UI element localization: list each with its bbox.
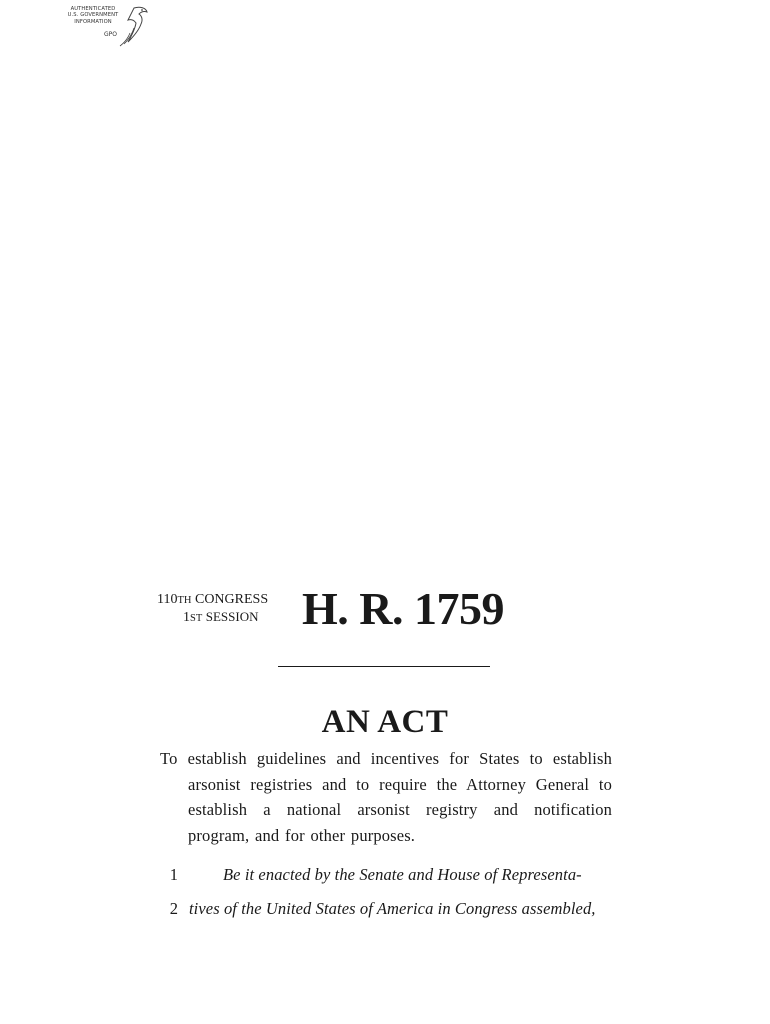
session-number: 1 xyxy=(183,610,190,625)
congress-suffix: TH xyxy=(177,595,192,606)
line-number: 2 xyxy=(169,899,178,918)
act-title: AN ACT xyxy=(321,704,449,740)
purpose-paragraph: To establish guidelines and incentives for States to establish arsonist registries and to require the Attorney General to establish a national arsonist registry and notification program, and for other purposes. xyxy=(160,749,612,845)
seal-text-line: AUTHENTICATED xyxy=(70,6,116,12)
bill-number: H. R. 1759 xyxy=(302,583,504,634)
session-word: SESSION xyxy=(205,609,259,624)
seal-text-line: INFORMATION xyxy=(74,18,112,25)
congress-session-label xyxy=(157,592,287,627)
title-divider xyxy=(278,666,490,667)
session-label xyxy=(157,609,287,627)
line-number: 1 xyxy=(169,865,178,884)
seal-abbr: GPO xyxy=(104,31,117,38)
enacting-clause-text: Be it enacted by the Senate and House of Representa- xyxy=(223,865,582,884)
session-suffix: ST xyxy=(190,613,203,624)
gpo-authentication-seal xyxy=(62,4,148,48)
congress-number: 110 xyxy=(157,592,178,607)
eagle-icon xyxy=(114,4,148,48)
congress-label xyxy=(157,592,287,609)
congress-word: CONGRESS xyxy=(194,592,269,607)
enacting-clause-text: tives of the United States of America in Congress assembled, xyxy=(189,899,596,918)
seal-text-line: U.S. GOVERNMENT xyxy=(67,12,119,19)
